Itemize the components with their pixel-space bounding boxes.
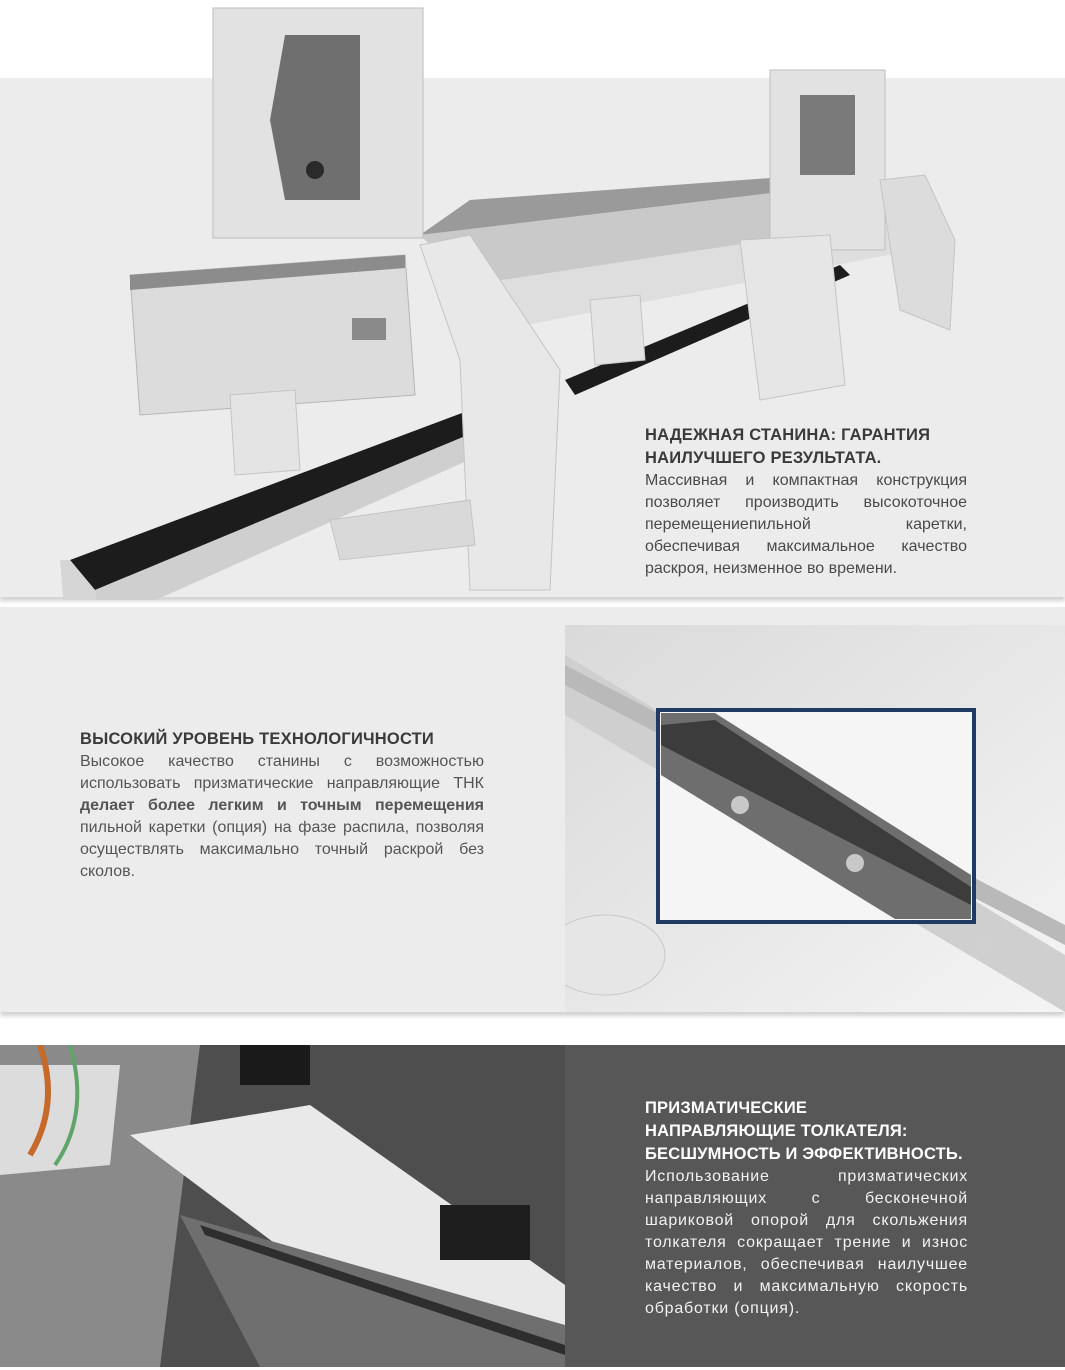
section2-body-part1: Высокое качество станины с возможностью использовать призматические направляющие ТНК bbox=[80, 753, 484, 792]
section3-heading-line3: БЕСШУМНОСТЬ И ЭФФЕКТИВНОСТЬ. bbox=[645, 1145, 963, 1163]
section2-body-bold: делает более легким и точным перемещения bbox=[80, 797, 484, 814]
section2-body-part2: пильной каретки (опция) на фазе распила, позволяя осуществлять максимально точный раскрой без сколов. bbox=[80, 819, 484, 880]
section1-text bbox=[645, 424, 967, 580]
section2-text bbox=[80, 728, 484, 883]
section1-heading bbox=[645, 424, 967, 470]
section1-heading-line2: НАИЛУЧШЕГО РЕЗУЛЬТАТА. bbox=[645, 449, 882, 467]
section2-body bbox=[80, 751, 484, 883]
pusher-guide-image bbox=[0, 1045, 565, 1367]
section1-body: Массивная и компактная конструкция позволяет производить высокоточное перемещениепильной каретки, обеспечивая максимальное качество раскроя, неизменное во времени. bbox=[645, 472, 967, 577]
guide-rail-image bbox=[565, 625, 1065, 1012]
section2-heading: ВЫСОКИЙ УРОВЕНЬ ТЕХНОЛОГИЧНОСТИ bbox=[80, 730, 434, 748]
section3-heading bbox=[645, 1097, 968, 1166]
section3-text bbox=[645, 1097, 968, 1320]
section1-heading-line1: НАДЕЖНАЯ СТАНИНА: ГАРАНТИЯ bbox=[645, 426, 931, 444]
section3-heading-line2: НАПРАВЛЯЮЩИЕ ТОЛКАТЕЛЯ: bbox=[645, 1122, 908, 1140]
section3-heading-line1: ПРИЗМАТИЧЕСКИЕ bbox=[645, 1099, 808, 1117]
section3-body: Использование призматических направляющих с бесконечной шариковой опорой для скольжения толкателя сокращает трение и износ материалов, обеспечивая наилучшее качество и максимальную скорость обработки (опция). bbox=[645, 1168, 968, 1317]
